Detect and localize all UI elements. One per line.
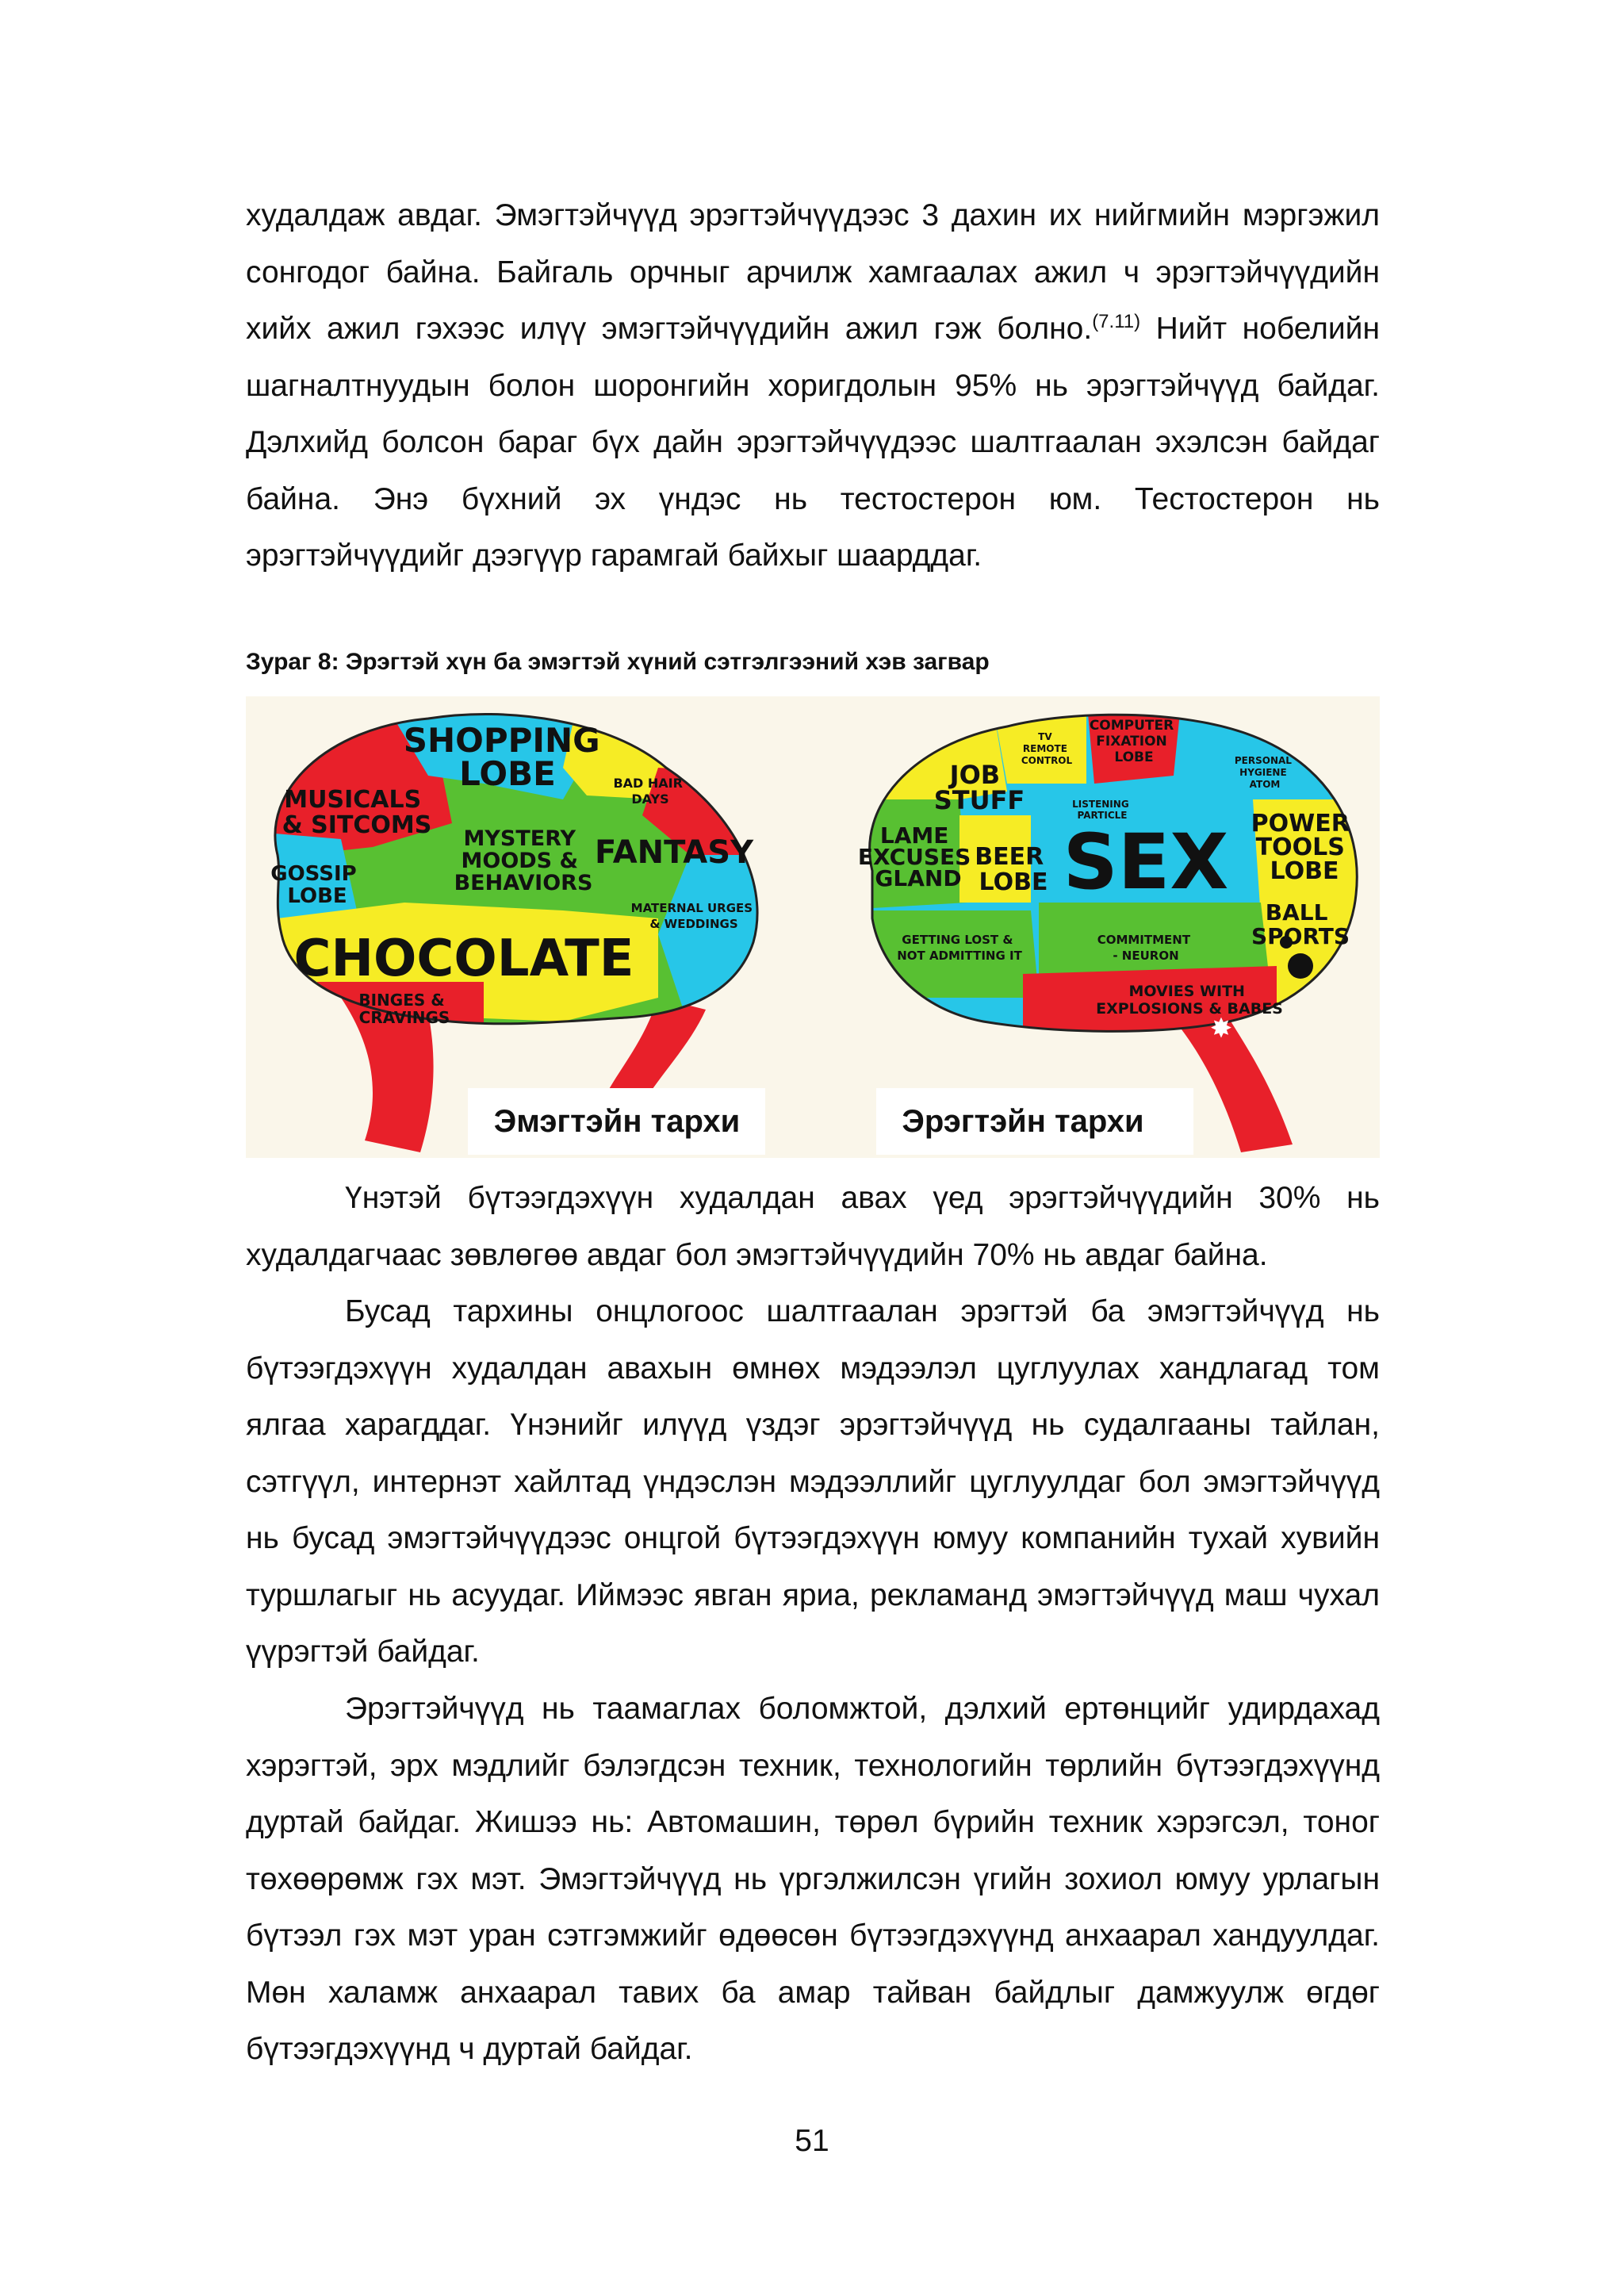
shopping-lobe-label: SHOPPING LOBE (403, 721, 600, 793)
paragraph-2: Үнэтэй бүтээгдэхүүн худалдан авах үед эрэгтэйчүүдийн 30% нь худалдагчаас зөвлөгөө авдаг бол эмэгтэйчүүдийн 70% нь авдаг байна. (246, 1181, 1380, 1272)
beer-lobe-label: BEER LOBE (975, 843, 1048, 896)
paragraph-3: Бусад тархины онцлогоос шалтгаалан эрэгтэй ба эмэгтэйчүүд нь бүтээгдэхүүн худалдан авахын өмнөх мэдээлэл цуглуулах хандлагад том ялгаа харагддаг. Үнэнийг илүүд үздэг эрэгтэйчүүд нь судалгааны тайлан, сэтгүүл, интернэт хайлтад үндэслэн мэдээллийг цуглуулдаг бол эмэгтэйчүүд нь бусад эмэгтэйчүүдээс онцгой бүтээгдэхүүн юмуу компанийн тухай хувийн туршлагыг нь асуудаг. Иймээс явган яриа, рекламанд эмэгтэйчүүд маш чухал үүрэгтэй байдаг. (246, 1294, 1380, 1669)
personal-hygiene-label: PERSONAL HYGIENE ATOM (1234, 755, 1292, 790)
paragraph-1-text: худалдаж авдаг. Эмэгтэйчүүд эрэгтэйчүүдээс 3 дахин их нийгмийн мэргэжил сонгодог байна. Байгаль орчныг арчилж хамгаалах ажил ч эрэгтэйчүүдийн хийх ажил гэхээс илүү эмэгтэйчүүдийн ажил гэж болно. (246, 198, 1380, 346)
page-number: 51 (795, 2124, 829, 2158)
brain-comparison-figure (246, 696, 1380, 1158)
gossip-label: GOSSIP LOBE (270, 862, 357, 908)
binges-label: BINGES & CRAVINGS (358, 991, 450, 1027)
citation-superscript: (7.11) (1092, 311, 1141, 332)
figure-caption: Зураг 8: Эрэгтэй хүн ба эмэгтэй хүний сэтгэлгээний хэв загвар (246, 649, 990, 675)
ball-sports-label: BALL SPORTS (1251, 899, 1350, 949)
ball-icon (1288, 953, 1313, 979)
computer-fixation-label: COMPUTER FIXATION LOBE (1089, 718, 1174, 765)
listening-particle-label: LISTENING PARTICLE (1072, 799, 1129, 821)
maternal-label: MATERNAL URGES & WEDDINGS (630, 901, 753, 931)
getting-lost-label: GETTING LOST & NOT ADMITTING IT (897, 933, 1022, 963)
fantasy-label: FANTASY (594, 834, 754, 871)
commitment-neuron-label: COMMITMENT - NEURON (1097, 933, 1191, 963)
male-brain-label: Эрэгтэйн тархи (902, 1104, 1144, 1139)
female-brain-label: Эмэгтэйн тархи (493, 1104, 741, 1139)
power-tools-label: POWER TOOLS LOBE (1251, 810, 1350, 885)
paragraph-4: Эрэгтэйчүүд нь таамаглах боломжтой, дэлхий ертөнцийг удирдахад хэрэгтэй, эрх мэдлийг бэлэгдсэн техник, технологийн төрлийн бүтээгдэхүүнд дуртай байдаг. Жишээ нь: Автомашин, төрөл бүрийн техник хэрэгсэл, тоног төхөөрөмж гэх мэт. Эмэгтэйчүүд нь үргэлжилсэн үгийн зохиол юмуу урлагын бүтээл гэх мэт уран сэтгэмжийг өдөөсөн бүтээгдэхүүнд анхаарал хандуулдаг. Мөн халамж анхаарал тавих ба амар тайван байдлыг дамжуулж өгдөг бүтээгдэхүүнд ч дуртай байдаг. (246, 1692, 1380, 2066)
movies-label: MOVIES WITH EXPLOSIONS & BABES (1096, 983, 1283, 1018)
job-stuff-label: JOB STUFF (933, 760, 1025, 815)
lame-excuses-label: LAME EXCUSES GLAND (857, 822, 971, 891)
sex-label: SEX (1063, 818, 1229, 907)
bad-hair-label: BAD HAIR DAYS (613, 776, 683, 807)
paragraph-1 (246, 187, 1380, 585)
chocolate-label: CHOCOLATE (293, 930, 634, 988)
paragraph-1-continued: Нийт нобелийн шагналтнуудын болон шоронгийн хоригдолын 95% нь эрэгтэйчүүд байдаг. Дэлхийд болсон бараг бүх дайн эрэгтэйчүүдээс шалтгаалан эхэлсэн байдаг байна. Энэ бүхний эх үндэс нь тестостерон юм. Тестостерон нь эрэгтэйчүүдийг дээгүүр гарамгай байхыг шаарддаг. (246, 312, 1380, 573)
tv-remote-label: TV REMOTE CONTROL (1021, 731, 1073, 766)
mystery-label: MYSTERY MOODS & BEHAVIORS (454, 826, 593, 895)
explosion-icon: ✸ (1209, 1013, 1233, 1045)
musicals-label: MUSICALS & SITCOMS (282, 786, 432, 839)
